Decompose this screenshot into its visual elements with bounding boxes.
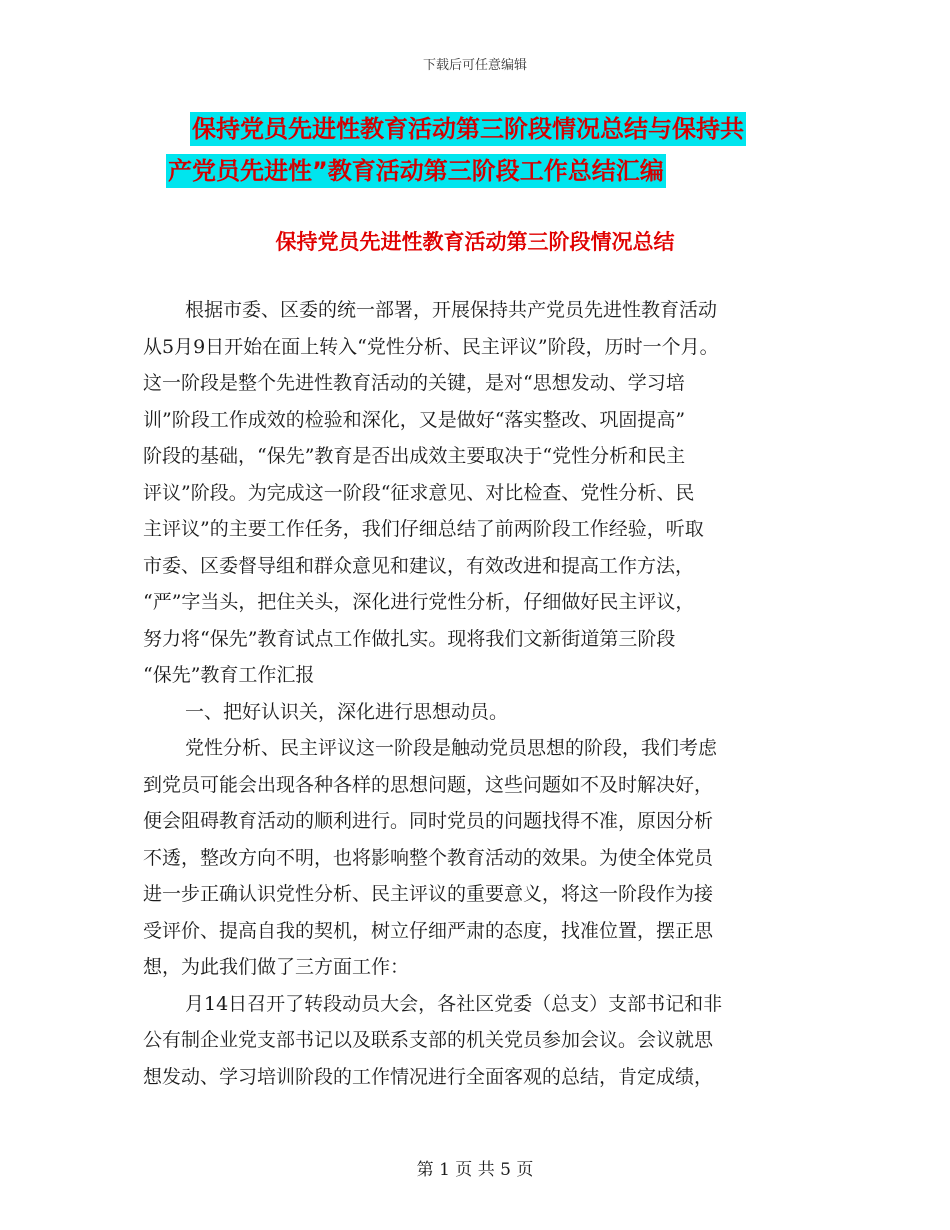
title-line-2: 产党员先进性”教育活动第三阶段工作总结汇编 [166, 154, 666, 188]
body-line: 便会阻碍教育活动的顺利进行。同时党员的问题找得不准，原因分析 [143, 810, 714, 832]
body-line: “严”字当头，把住关头，深化进行党性分析，仔细做好民主评议， [143, 591, 695, 613]
body-line: 到党员可能会出现各种各样的思想问题，这些问题如不及时解决好， [143, 773, 714, 796]
body-line: 进一步正确认识党性分析、民主评议的重要意义，将这一阶段作为接 [143, 883, 714, 905]
body-line: 从5月9日开始在面上转入“党性分析、民主评议”阶段，历时一个月。 [143, 335, 719, 358]
body-line: 不透，整改方向不明，也将影响整个教育活动的效果。为使全体党员 [143, 846, 714, 869]
body-line: 党性分析、民主评议这一阶段是触动党员思想的阶段，我们考虑 [185, 737, 718, 759]
body-line: 想，为此我们做了三方面工作： [143, 956, 410, 978]
title-line-1: 保持党员先进性教育活动第三阶段情况总结与保持共 [190, 112, 746, 146]
body-line: “保先”教育工作汇报 [143, 664, 315, 686]
body-line: 根据市委、区委的统一部署，开展保持共产党员先进性教育活动 [185, 299, 718, 321]
body-line: 阶段的基础，“保先”教育是否出成效主要取决于“党性分析和民主 [143, 445, 686, 467]
page-footer: 第 1 页 共 5 页 [416, 1160, 534, 1180]
body-line: 受评价、提高自我的契机，树立仔细严肃的态度，找准位置，摆正思 [143, 919, 714, 942]
body-line: 评议”阶段。为完成这一阶段“征求意见、对比检查、党性分析、民 [143, 481, 695, 504]
body-line: 公有制企业党支部书记以及联系支部的机关党员参加会议。会议就思 [143, 1029, 714, 1051]
body-line: 月14日召开了转段动员大会，各社区党委（总支）支部书记和非 [185, 992, 723, 1015]
body-line: 主评议”的主要工作任务，我们仔细总结了前两阶段工作经验，听取 [143, 518, 704, 540]
body-line: 想发动、学习培训阶段的工作情况进行全面客观的总结，肯定成绩， [143, 1065, 714, 1088]
body-line: 训”阶段工作成效的检验和深化，又是做好“落实整改、巩固提高” [143, 408, 686, 431]
header-note: 下载后可任意编辑 [422, 58, 527, 73]
section-subtitle: 保持党员先进性教育活动第三阶段情况总结 [275, 230, 675, 254]
body-line: 努力将“保先”教育试点工作做扎实。现将我们文新街道第三阶段 [143, 627, 676, 650]
body-line: 市委、区委督导组和群众意见和建议，有效改进和提高工作方法， [143, 554, 695, 577]
body-line: 一、把好认识关，深化进行思想动员。 [185, 700, 509, 723]
body-text [143, 292, 833, 1095]
body-line: 这一阶段是整个先进性教育活动的关键，是对“思想发动、学习培 [143, 372, 685, 394]
